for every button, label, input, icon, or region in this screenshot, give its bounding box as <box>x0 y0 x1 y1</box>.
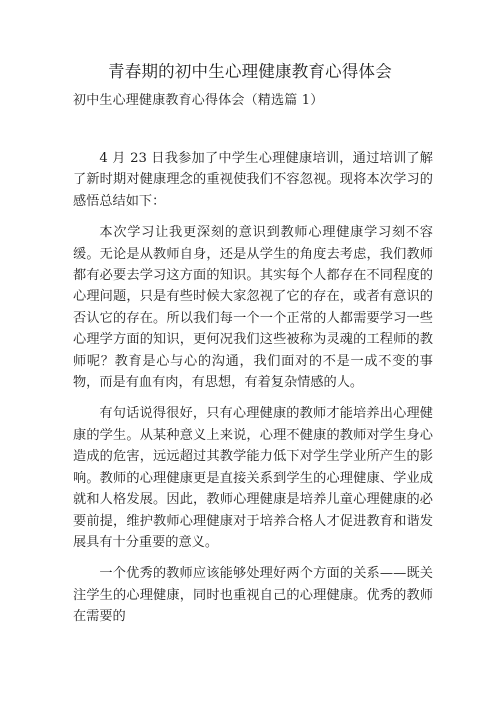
paragraph-1: 4 月 23 日我参加了中学生心理健康培训，通过培训了解了新时期对健康理念的重视使我们不容忽视。现将本次学习的感悟总结如下： <box>73 151 433 209</box>
document-subtitle: 初中生心理健康教育心得体会（精选篇 1） <box>73 93 324 108</box>
paragraph-2: 本次学习让我更深刻的意识到教师心理健康学习刻不容缓。无论是从教师自身，还是从学生的角度去考虑，我们教师都有必要去学习这方面的知识。其实每个人都存在不同程度的心理问题，只是有些时候大家忽视了它的存在，或者有意识的否认它的存在。所以我们每一个一个正常的人都需要学习一些心理学方面的知识，更何况我们这些被称为灵魂的工程师的教师呢？教育是心与心的沟通，我们面对的不是一成不变的事物，而是有血有肉，有思想，有着复杂情感的人。 <box>73 225 433 391</box>
paragraph-3: 有句话说得很好，只有心理健康的教师才能培养出心理健康的学生。从某种意义上来说，心理不健康的教师对学生身心造成的危害，远远超过其教学能力低下对学生学业所产生的影响。教师的心理健康更是直接关系到学生的心理健康、学业成就和人格发展。因此，教师心理健康是培养儿童心理健康的必要前提，维护教师心理健康对于培养合格人才促进教育和谐发展具有十分重要的意义。 <box>73 406 433 550</box>
document-title: 青春期的初中生心理健康教育心得体会 <box>108 62 392 81</box>
paragraph-4: 一个优秀的教师应该能够处理好两个方面的关系——既关注学生的心理健康，同时也重视自己的心理健康。优秀的教师在需要的 <box>73 566 433 625</box>
document-body <box>73 148 433 638</box>
